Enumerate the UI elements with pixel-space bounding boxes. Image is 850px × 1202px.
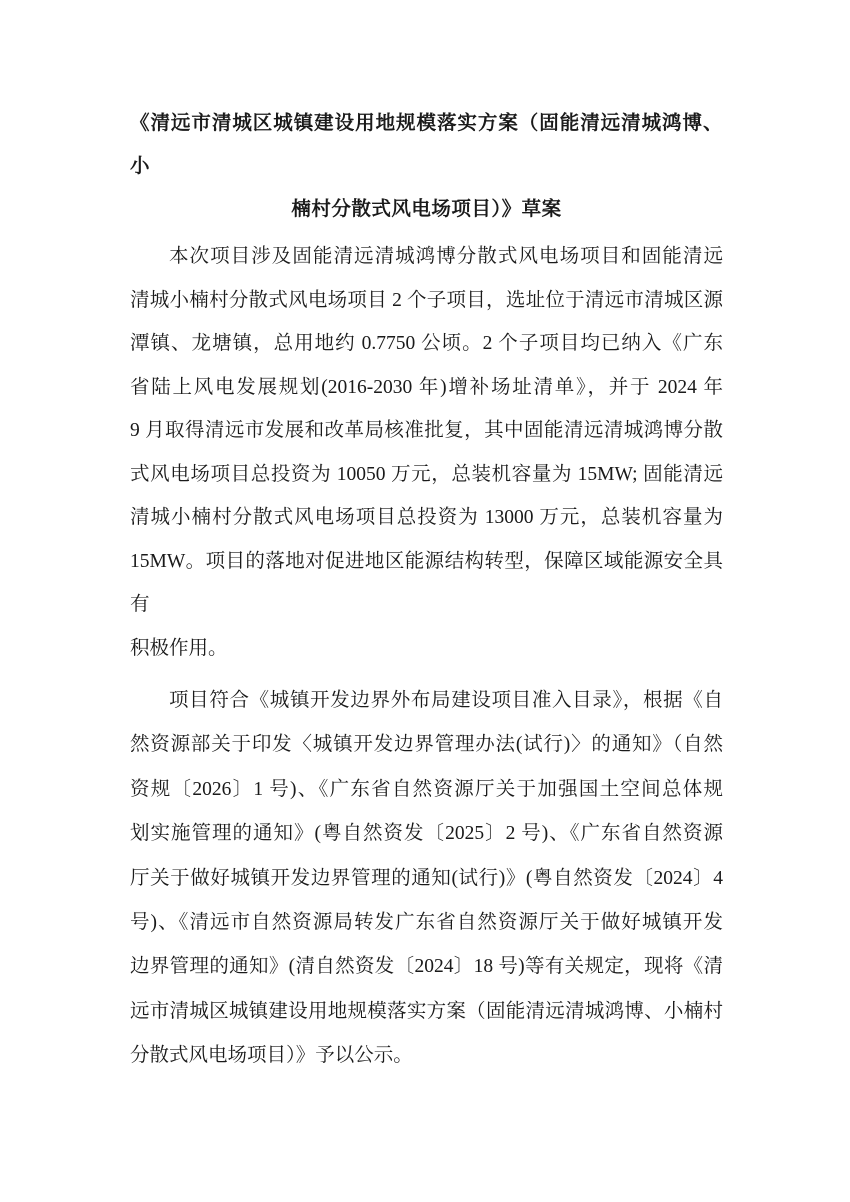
text-line: 厅关于做好城镇开发边界管理的通知(试行)》(粤自然资发〔2024〕4	[130, 867, 723, 889]
text-line: 潭镇、龙塘镇，总用地约 0.7750 公顷。2 个子项目均已纳入《广东	[130, 333, 723, 354]
text-line: 15MW。项目的落地对促进地区能源结构转型，保障区域能源安全具有	[130, 550, 723, 615]
text-line: 远市清城区城镇建设用地规模落实方案（固能清远清城鸿博、小楠村	[130, 1000, 723, 1022]
text-line: 省陆上风电发展规划(2016-2030 年)增补场址清单》，并于 2024 年	[130, 376, 723, 398]
text-line: 分散式风电场项目）》予以公示。	[130, 1045, 413, 1067]
text-line: 积极作用。	[130, 637, 228, 659]
text-line: 然资源部关于印发〈城镇开发边界管理办法(试行)〉的通知》（自然	[130, 734, 723, 756]
text-line: 《清远市清城区城镇建设用地规模落实方案（固能清远清城鸿博、小	[130, 113, 723, 177]
text-line: 资规〔2026〕1 号)、《广东省自然资源厅关于加强国土空间总体规	[130, 778, 723, 800]
text-line: 9 月取得清远市发展和改革局核准批复，其中固能清远清城鸿博分散	[130, 420, 723, 441]
text-line: 号)、《清远市自然资源局转发广东省自然资源厅关于做好城镇开发	[130, 912, 723, 934]
text-line: 式风电场项目总投资为 10050 万元，总装机容量为 15MW; 固能清远	[130, 463, 723, 485]
text-line: 边界管理的通知》(清自然资发〔2024〕18 号)等有关规定，现将《清	[130, 956, 723, 978]
text-line: 项目符合《城镇开发边界外布局建设项目准入目录》，根据《自	[169, 690, 723, 711]
paragraph-project-overview	[130, 235, 723, 670]
document-title	[130, 102, 723, 231]
text-line: 本次项目涉及固能清远清城鸿博分散式风电场项目和固能清远	[169, 246, 723, 267]
text-line: 划实施管理的通知》(粤自然资发〔2025〕2 号)、《广东省自然资源	[130, 823, 723, 845]
text-line: 清城小楠村分散式风电场项目 2 个子项目，选址位于清远市清城区源	[130, 289, 723, 311]
text-line: 楠村分散式风电场项目）》草案	[291, 199, 562, 220]
document-body	[130, 102, 723, 1079]
paragraph-regulatory-basis	[130, 679, 723, 1079]
text-line: 清城小楠村分散式风电场项目总投资为 13000 万元，总装机容量为	[130, 507, 723, 528]
